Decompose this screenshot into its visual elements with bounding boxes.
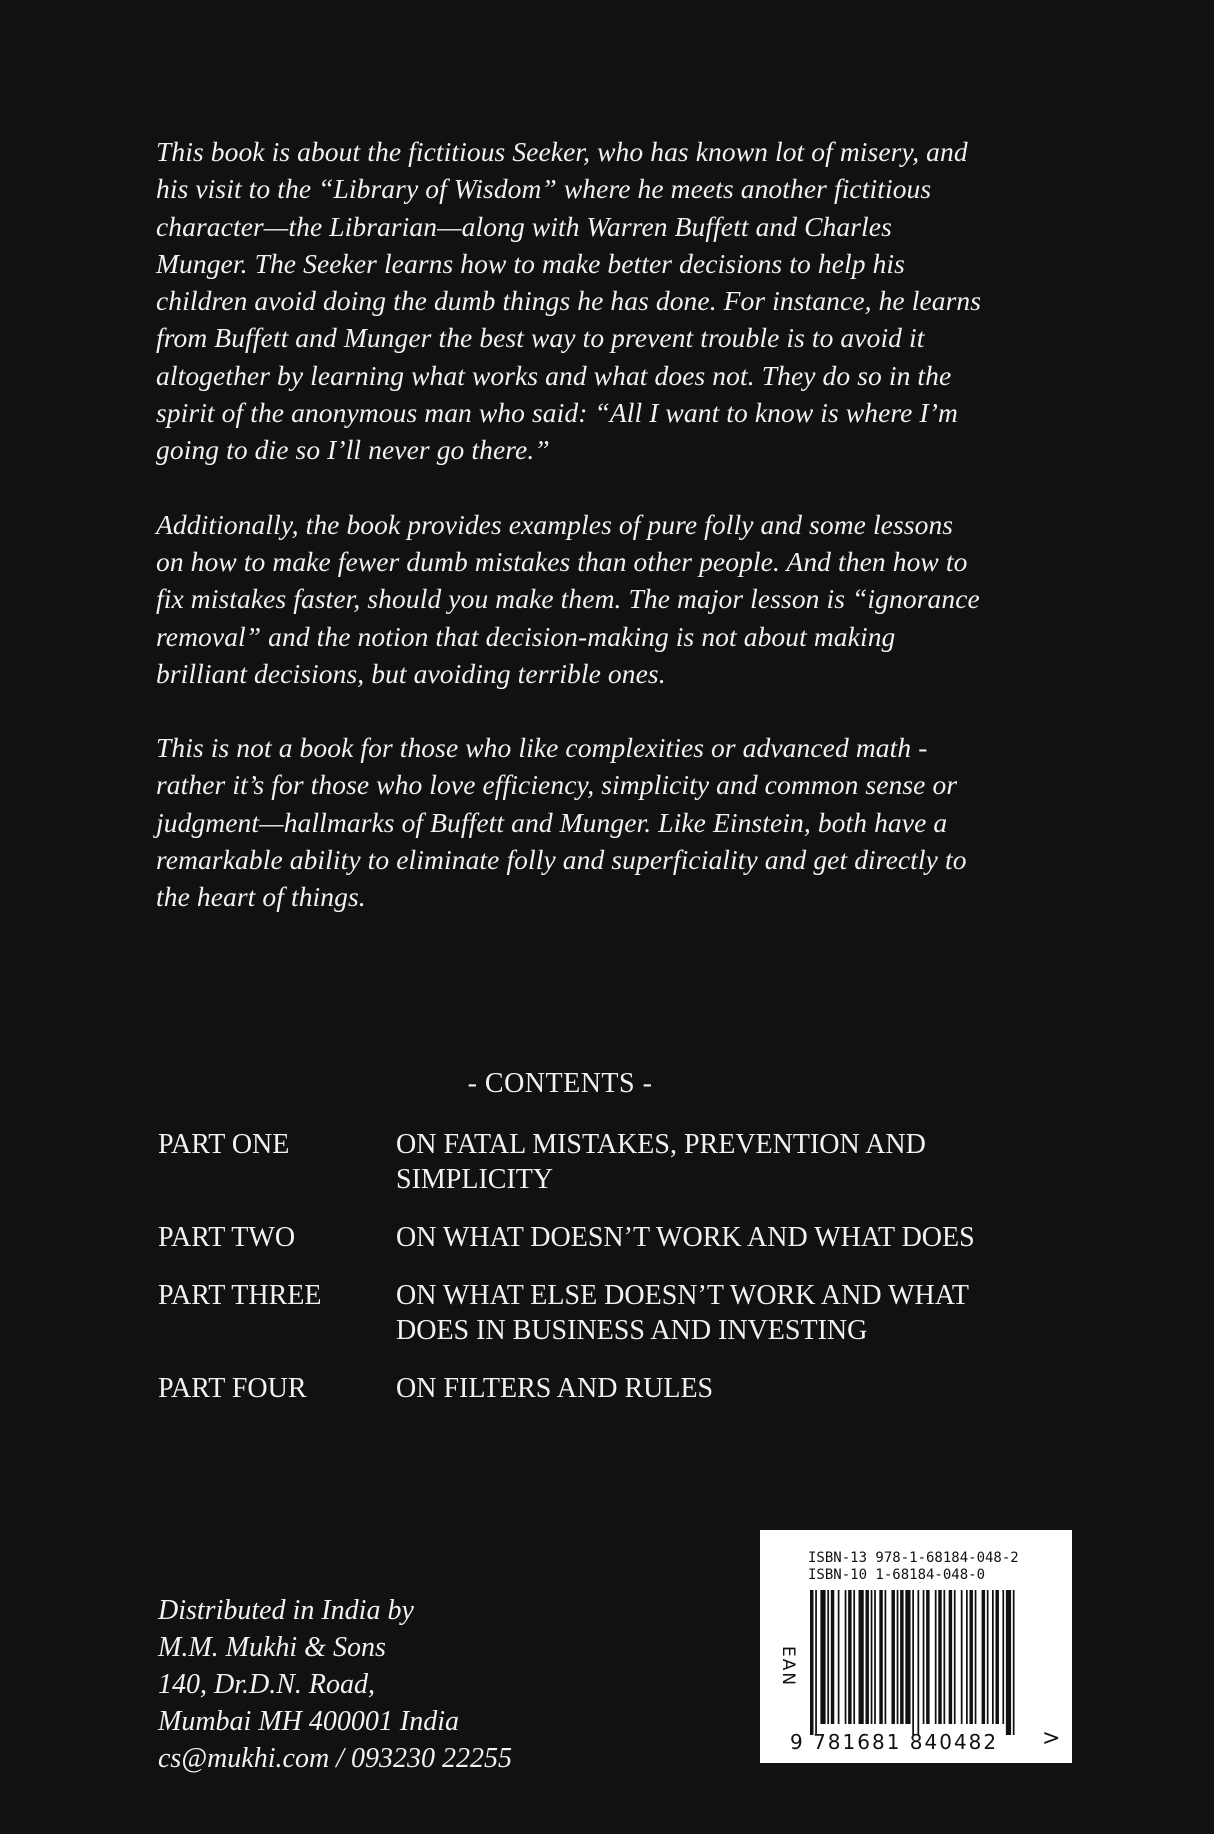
barcode-bar bbox=[897, 1590, 899, 1724]
barcode-bar bbox=[949, 1590, 952, 1724]
distributor-address-city: Mumbai MH 400001 India bbox=[158, 1706, 459, 1737]
barcode-bar bbox=[827, 1590, 829, 1724]
part-label: PART TWO bbox=[158, 1222, 296, 1253]
barcode-bar bbox=[820, 1590, 825, 1724]
contents-row-part-two bbox=[158, 1220, 998, 1255]
barcode-bar bbox=[923, 1590, 925, 1724]
contents-row-part-one bbox=[158, 1127, 998, 1197]
distributor-name: M.M. Mukhi & Sons bbox=[158, 1632, 386, 1663]
barcode-bar bbox=[874, 1590, 876, 1724]
barcode-arrow: > bbox=[1042, 1726, 1061, 1751]
barcode-bar bbox=[1006, 1590, 1011, 1735]
barcode-bar bbox=[885, 1590, 887, 1724]
barcode-bar bbox=[961, 1590, 963, 1724]
barcode-bar bbox=[905, 1590, 910, 1724]
barcode-bar bbox=[987, 1590, 989, 1724]
barcode-bar bbox=[815, 1590, 817, 1735]
barcode-bar bbox=[975, 1590, 977, 1724]
contents-heading: - CONTENTS - bbox=[467, 1068, 653, 1099]
barcode-bar bbox=[871, 1590, 873, 1724]
barcode-bar bbox=[853, 1590, 855, 1724]
part-title: ON FILTERS AND RULES bbox=[396, 1373, 714, 1404]
isbn-13: ISBN-13 978-1-68184-048-2 bbox=[808, 1550, 1019, 1566]
barcode-bars bbox=[810, 1590, 1018, 1735]
barcode-bar bbox=[1013, 1590, 1015, 1735]
contents-row-part-three bbox=[158, 1278, 998, 1348]
barcode-bar bbox=[943, 1590, 945, 1724]
barcode-bar bbox=[966, 1590, 968, 1724]
barcode-bar bbox=[992, 1590, 994, 1724]
part-label: PART THREE bbox=[158, 1280, 322, 1311]
isbn-10: ISBN-10 1-68184-048-0 bbox=[808, 1567, 986, 1583]
distributor-address-street: 140, Dr.D.N. Road, bbox=[158, 1669, 376, 1700]
barcode-bar bbox=[954, 1590, 956, 1724]
barcode-bar bbox=[845, 1590, 847, 1724]
barcode-bar bbox=[838, 1590, 840, 1724]
barcode-bar bbox=[900, 1590, 903, 1724]
ean-label: EAN bbox=[778, 1646, 798, 1688]
distributor-line: Distributed in India by bbox=[158, 1595, 414, 1626]
barcode-bar bbox=[891, 1590, 894, 1724]
blurb-text bbox=[156, 133, 986, 953]
barcode-bar bbox=[969, 1590, 972, 1724]
barcode-bar bbox=[848, 1590, 851, 1724]
barcode-bar bbox=[995, 1590, 998, 1724]
part-title: ON FATAL MISTAKES, PREVENTION AND SIMPLICITY bbox=[396, 1129, 926, 1195]
distributor-info bbox=[158, 1592, 638, 1777]
blurb-paragraph-1: This book is about the fictitious Seeker, who has known lot of misery, and his visit to the “Library of Wisdom” where he meets another fictitious character—the Librarian—along with Warren Buffett and Charles Munger. The Seeker learns how to make better decisions to help his children avoid doing the dumb things he has done. For instance, he learns from Buffett and Munger the best way to prevent trouble is to avoid it altogether by learning what works and what does not. They do so in the spirit of the anonymous man who said: “All I want to know is where I’m going to die so I’ll never go there.” bbox=[156, 136, 982, 466]
barcode-bar bbox=[917, 1590, 919, 1735]
barcode-digits: 9 781681 840482 bbox=[790, 1730, 999, 1754]
part-label: PART ONE bbox=[158, 1129, 290, 1160]
blurb-paragraph-3: This is not a book for those who like complexities or advanced math - rather it’s for those who love efficiency, simplicity and common sense or judgment—hallmarks of Buffett and Munger. Like Einstein, both have a remarkable ability to eliminate folly and superficiality and get directly to the heart of things. bbox=[156, 732, 967, 913]
contents-row-part-four bbox=[158, 1371, 998, 1406]
barcode-bar bbox=[810, 1590, 813, 1735]
barcode-label bbox=[760, 1530, 1072, 1763]
isbn-block bbox=[808, 1550, 1019, 1584]
part-title: ON WHAT ELSE DOESN’T WORK AND WHAT DOES IN BUSINESS AND INVESTING bbox=[396, 1280, 969, 1346]
barcode-bar bbox=[859, 1590, 864, 1724]
barcode-bar bbox=[982, 1590, 985, 1724]
barcode-bar bbox=[1002, 1590, 1004, 1724]
barcode-bar bbox=[879, 1590, 882, 1724]
barcode-bar bbox=[865, 1590, 868, 1724]
part-label: PART FOUR bbox=[158, 1373, 307, 1404]
barcode-bar bbox=[935, 1590, 937, 1724]
barcode-bar bbox=[831, 1590, 834, 1724]
barcode-bar bbox=[926, 1590, 929, 1724]
barcode-bar bbox=[938, 1590, 941, 1724]
contents-list bbox=[158, 1127, 998, 1429]
blurb-paragraph-2: Additionally, the book provides examples of pure folly and some lessons on how to make fewer dumb mistakes than other people. And then how to fix mistakes faster, should you make them. The major lesson is “ignorance removal” and the notion that decision-making is not about making brilliant decisions, but avoiding terrible ones. bbox=[156, 508, 980, 689]
distributor-contact: cs@mukhi.com / 093230 22255 bbox=[158, 1743, 512, 1774]
barcode-bar bbox=[912, 1590, 914, 1735]
part-title: ON WHAT DOESN’T WORK AND WHAT DOES bbox=[396, 1222, 975, 1253]
